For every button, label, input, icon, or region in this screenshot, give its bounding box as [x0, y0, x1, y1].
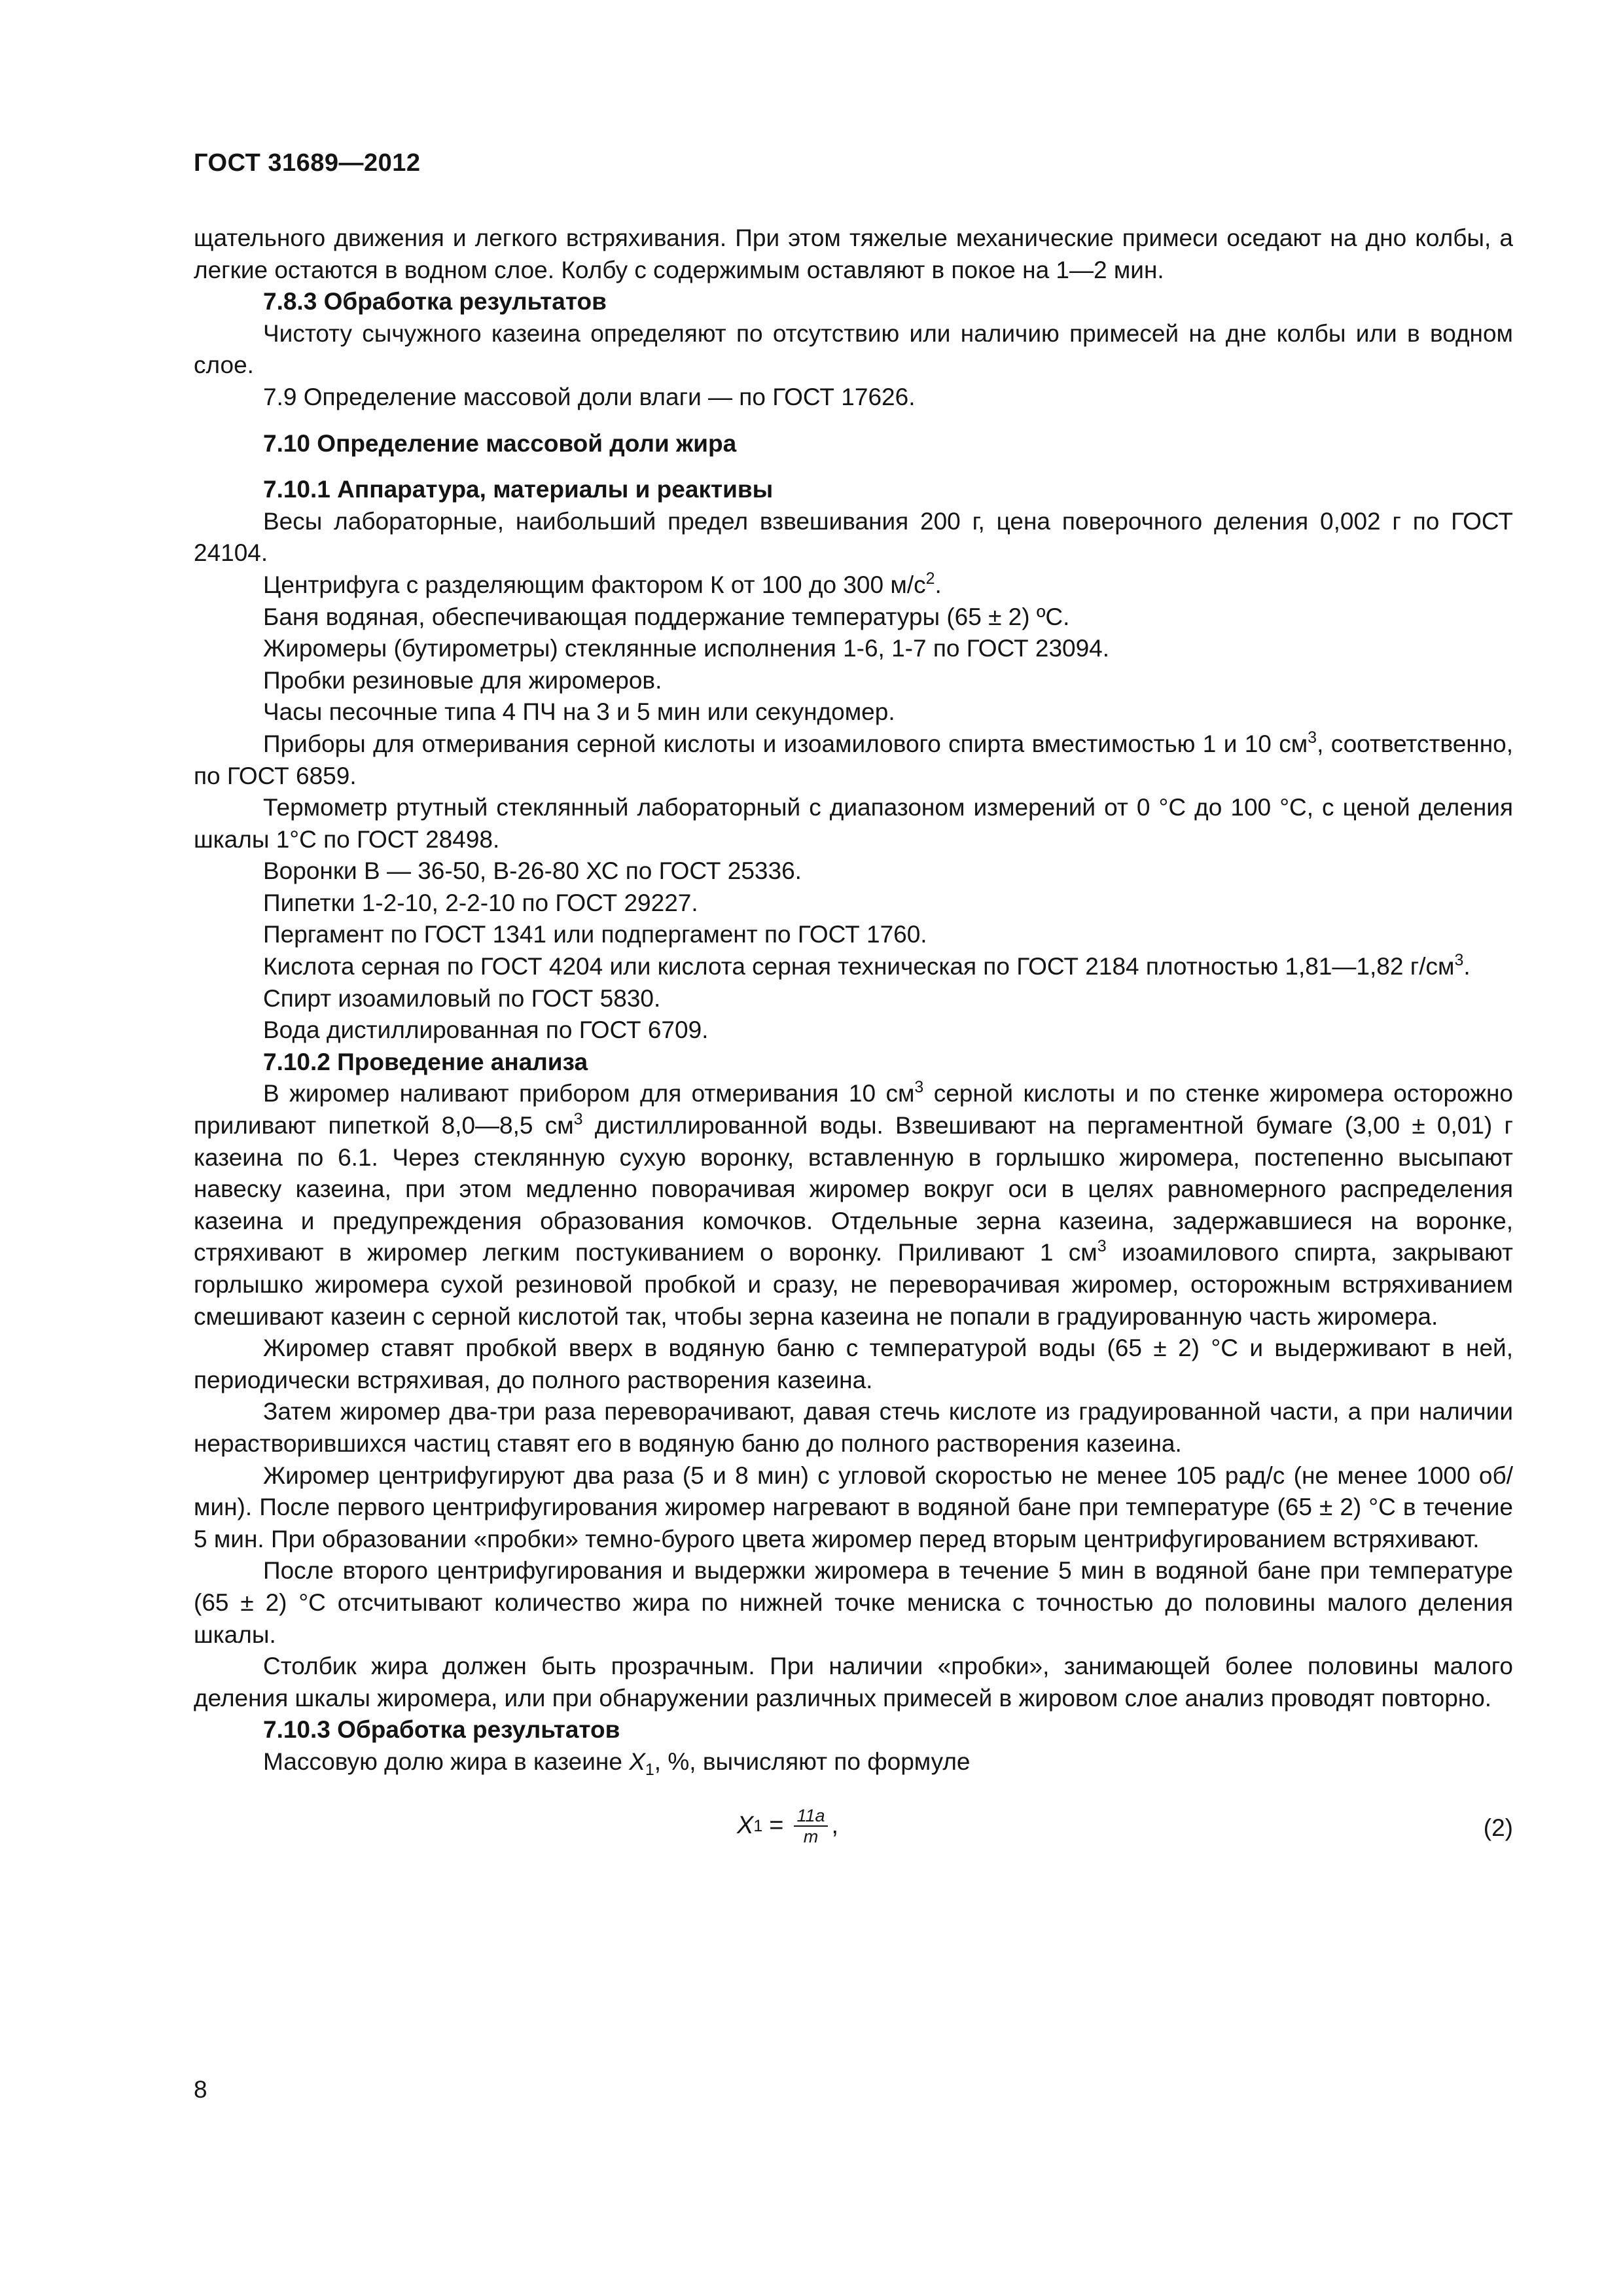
- superscript: 3: [573, 1110, 583, 1129]
- paragraph-continuation: щательного движения и легкого встряхивания. При этом тяжелые механические примеси оседают на дно колбы, а легкие остаются в водном слое. Колбу с содержимым оставляют в покое на 1—2 мин.: [194, 224, 1513, 283]
- equipment-item: Пергамент по ГОСТ 1341 или подпергамент по ГОСТ 1760.: [263, 921, 927, 948]
- subscript: 1: [645, 1760, 654, 1779]
- text-run: дистиллированной воды. Взвешивают на пергаментной бумаге (3,00 ± 0,01) г казеина по 6.1. Через стеклянную сухую воронку, вставленную в горлышко жиромера, постепенно высыпают навеску казеина, при этом медленно поворачивая жиромер вокруг оси в целях равномерного распределения казеина и предупреждения образования комочков. Отдельные зерна казеина, задержавшиеся на воронке, стряхивают в жиромер легким постукиванием о воронку. Приливают 1 см: [194, 1112, 1513, 1266]
- section-heading-7-10-2: 7.10.2 Проведение анализа: [263, 1048, 588, 1075]
- equipment-item: [194, 951, 1513, 983]
- text-run: .: [935, 571, 942, 598]
- analysis-paragraph: Затем жиромер два-три раза переворачивают, давая стечь кислоте из градуированной части, а при наличии нерастворившихся частиц ставят его в водяную баню до полного растворения казеина.: [194, 1398, 1513, 1457]
- formula-fraction: [794, 1806, 827, 1846]
- equipment-item: Воронки В — 36-50, В-26-80 ХС по ГОСТ 25336.: [263, 857, 802, 885]
- superscript: 3: [1454, 951, 1464, 970]
- fraction-numerator: 11a: [794, 1806, 827, 1827]
- document-body: [194, 223, 1513, 1866]
- variable: X: [629, 1748, 645, 1775]
- paragraph-7-9: 7.9 Определение массовой доли влаги — по ГОСТ 17626.: [263, 383, 916, 410]
- equipment-item: Пипетки 1-2-10, 2-2-10 по ГОСТ 29227.: [263, 889, 698, 916]
- section-heading-7-8-3: 7.8.3 Обработка результатов: [263, 288, 607, 315]
- equipment-item: Спирт изоамиловый по ГОСТ 5830.: [263, 984, 661, 1012]
- equipment-item: Часы песочные типа 4 ПЧ на 3 и 5 мин или секундомер.: [263, 698, 895, 726]
- text-run: Кислота серная по ГОСТ 4204 или кислота серная техническая по ГОСТ 2184 плотностью 1,81—1,82 г/см: [263, 953, 1455, 980]
- text-run: , соответственно, по ГОСТ 6859.: [194, 730, 1514, 789]
- equipment-item: Весы лабораторные, наибольший предел взвешивания 200 г, цена поверочного деления 0,002 г по ГОСТ 24104.: [194, 507, 1513, 567]
- text-run: .: [1463, 953, 1471, 980]
- equipment-item: Баня водяная, обеспечивающая поддержание температуры (65 ± 2) ºС.: [263, 603, 1070, 630]
- superscript: 2: [925, 569, 935, 588]
- equipment-item: Вода дистиллированная по ГОСТ 6709.: [263, 1016, 709, 1044]
- section-heading-7-10: 7.10 Определение массовой доли жира: [263, 429, 737, 457]
- text-run: , %, вычисляют по формуле: [654, 1748, 971, 1775]
- formula-comma: ,: [831, 1812, 839, 1840]
- superscript: 3: [1097, 1237, 1107, 1256]
- analysis-paragraph: [194, 1078, 1513, 1333]
- analysis-paragraph: После второго центрифугирования и выдержки жиромера в течение 5 мин в водяной бане при температуре (65 ± 2) °С отсчитывают количество жира по нижней точке мениска с точностью до половины малого деления шкалы.: [194, 1557, 1513, 1648]
- equals-sign: =: [769, 1812, 784, 1840]
- superscript: 3: [1308, 728, 1317, 747]
- text-run: Массовую долю жира в казеине: [263, 1748, 630, 1775]
- page-number: 8: [194, 2076, 207, 2103]
- equipment-item: [194, 728, 1513, 792]
- section-heading-7-10-3: 7.10.3 Обработка результатов: [263, 1716, 620, 1744]
- analysis-paragraph: Жиромер центрифугируют два раза (5 и 8 мин) с угловой скоростью не менее 105 рад/с (не менее 1000 об/мин). После первого центрифугирования жиромер нагревают в водяной бане при температуре (65 ± 2) °С в течение 5 мин. При образовании «пробки» темно-бурого цвета жиромер перед вторым центрифугированием встряхивают.: [194, 1462, 1513, 1552]
- formula-row: [194, 1801, 1513, 1866]
- equation-number: (2): [1483, 1814, 1513, 1841]
- formula-variable: X: [737, 1812, 754, 1840]
- superscript: 3: [914, 1078, 924, 1097]
- fraction-denominator: m: [803, 1826, 819, 1846]
- analysis-paragraph: Жиромер ставят пробкой вверх в водяную баню с температурой воды (65 ± 2) °С и выдерживают в ней, периодически встряхивая, до полного растворения казеина.: [194, 1335, 1513, 1393]
- equipment-item: Жиромеры (бутирометры) стеклянные исполнения 1-6, 1-7 по ГОСТ 23094.: [263, 635, 1110, 662]
- text-run: Центрифуга с разделяющим фактором К от 100 до 300 м/с: [263, 571, 926, 598]
- analysis-paragraph: Столбик жира должен быть прозрачным. При наличии «пробки», занимающей более половины малого деления шкалы жиромера, или при обнаружении различных примесей в жировом слое анализ проводят повторно.: [194, 1653, 1513, 1712]
- equipment-item: Термометр ртутный стеклянный лабораторный с диапазоном измерений от 0 °С до 100 °С, с ценой деления шкалы 1°С по ГОСТ 28498.: [194, 794, 1513, 853]
- text-run: серной кислоты и по стенке жиромера осторожно приливают пипеткой 8,0—8,5 см: [194, 1080, 1513, 1139]
- text-run: изоамилового спирта, закрывают горлышко жиромера сухой резиновой пробкой и сразу, не переворачивая жиромер, осторожным встряхиванием смешивают казеин с серной кислотой так, чтобы зерна казеина не попали в градуированную часть жиромера.: [194, 1239, 1513, 1330]
- equipment-item: Пробки резиновые для жиромеров.: [263, 666, 662, 694]
- formula-2: X 1 = $\frac{11a}{m}$ ,: [737, 1805, 839, 1846]
- equipment-item: [194, 569, 1513, 601]
- paragraph-purity: Чистоту сычужного казеина определяют по отсутствию или наличию примесей на дне колбы или в водном слое.: [194, 319, 1513, 379]
- results-paragraph: [194, 1746, 1513, 1778]
- text-run: Приборы для отмеривания серной кислоты и изоамилового спирта вместимостью 1 и 10 см: [263, 730, 1308, 757]
- text-run: В жиромер наливают прибором для отмеривания 10 см: [263, 1080, 915, 1107]
- document-header: ГОСТ 31689—2012: [194, 149, 421, 177]
- section-heading-7-10-1: 7.10.1 Аппаратура, материалы и реактивы: [263, 476, 774, 503]
